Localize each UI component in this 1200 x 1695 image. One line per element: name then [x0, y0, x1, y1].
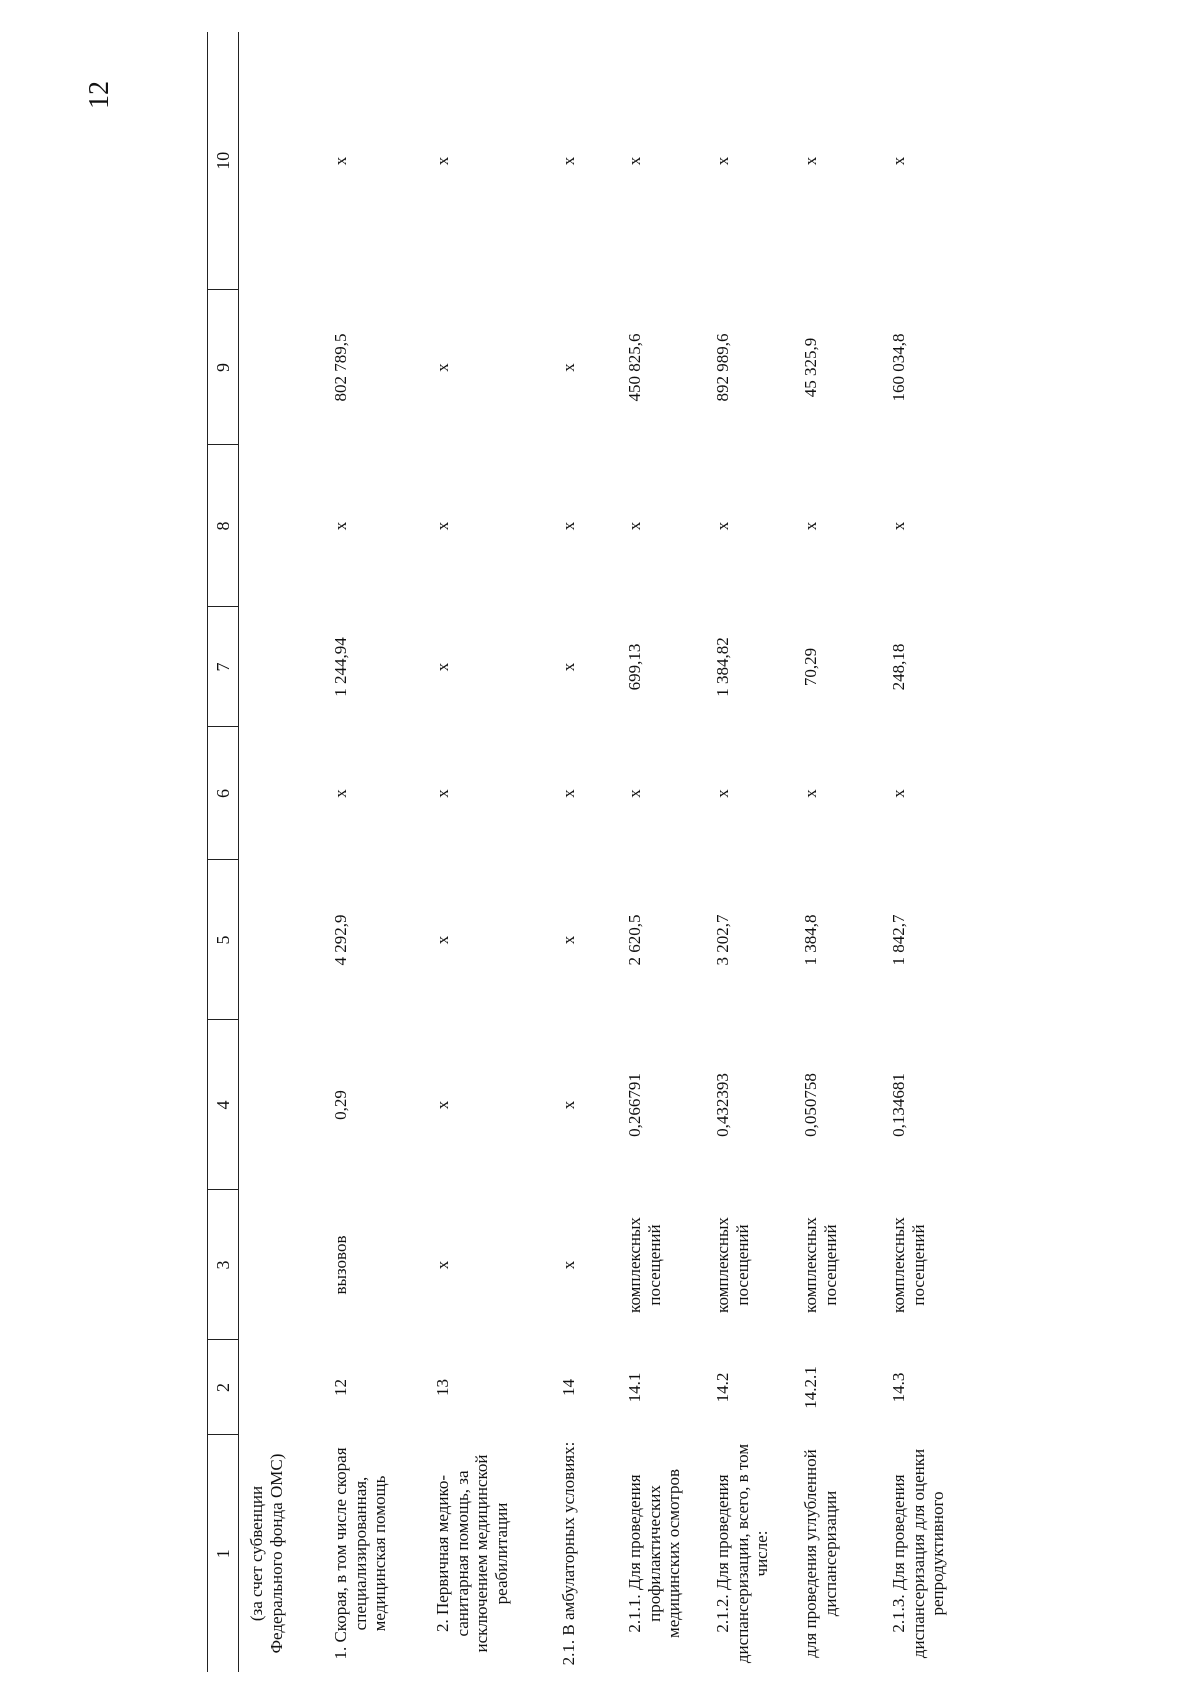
- row-label-cell: 2.1.2. Для проведения диспансеризации, всего, в том числе:: [713, 1443, 772, 1664]
- table-cell: x: [625, 521, 644, 531]
- table-cell: [239, 32, 322, 290]
- column-number: 8: [208, 445, 239, 607]
- table-cell: x: [433, 1260, 452, 1270]
- table-cell: x: [559, 662, 578, 672]
- table-cell: x: [433, 935, 452, 945]
- table-cell: x: [559, 1260, 578, 1270]
- column-number: 7: [208, 607, 239, 727]
- table-cell: x: [713, 789, 732, 798]
- table-cell: x: [559, 521, 578, 531]
- row-label-cell: для проведения углубленной диспансеризации: [801, 1449, 840, 1658]
- table-cell: 802 789,5: [331, 333, 350, 402]
- table-cell: 248,18: [889, 643, 908, 691]
- table-cell: [239, 727, 322, 860]
- page-number: 12: [84, 81, 115, 109]
- table-cell: 45 325,9: [801, 337, 820, 398]
- row-label-cell: 2.1. В амбулаторных условиях:: [559, 1441, 578, 1666]
- table-row: [615, 32, 703, 1672]
- row-label-cell: 2.1.3. Для проведения диспансеризация для оценки репродуктивного: [889, 1448, 948, 1659]
- data-table: [207, 32, 985, 1672]
- row-label-cell: (за счет субвенции Федерального фонда ОМС): [247, 1453, 286, 1654]
- table-cell: [239, 290, 322, 445]
- table-cell: x: [433, 156, 452, 166]
- column-number: 9: [208, 290, 239, 445]
- table-cell: [239, 445, 322, 607]
- table-cell: x: [559, 789, 578, 798]
- table-cell: [239, 1020, 322, 1190]
- table-cell: x: [889, 521, 908, 531]
- table-cell: x: [433, 662, 452, 672]
- row-label-cell: 2. Первичная медико-санитарная помощь, за исключением медицинской реабилитации: [433, 1454, 511, 1653]
- table-cell: 3 202,7: [713, 914, 732, 966]
- table-cell: 14.2: [713, 1372, 732, 1403]
- table-cell: 160 034,8: [889, 333, 908, 402]
- column-number: 1: [208, 1435, 239, 1672]
- table-cell: 450 825,6: [625, 333, 644, 402]
- table-cell: x: [559, 1100, 578, 1110]
- table-cell: [239, 1190, 322, 1340]
- table-row: [879, 32, 985, 1672]
- table-cell: x: [625, 789, 644, 798]
- table-cell: x: [889, 156, 908, 166]
- table-cell: x: [625, 156, 644, 166]
- column-number: 6: [208, 727, 239, 860]
- table-cell: комплексных посещений: [801, 1217, 840, 1313]
- table-cell: x: [331, 789, 350, 798]
- table-cell: x: [559, 363, 578, 372]
- table-cell: 14: [559, 1379, 578, 1396]
- table-row: [791, 32, 879, 1672]
- table-cell: 0,266791: [625, 1073, 644, 1137]
- table-cell: 1 384,82: [713, 637, 732, 697]
- table-cell: x: [889, 789, 908, 798]
- column-number: 3: [208, 1190, 239, 1340]
- table-cell: 1 244,94: [331, 637, 350, 697]
- table-cell: 1 842,7: [889, 914, 908, 966]
- table-cell: 0,050758: [801, 1073, 820, 1137]
- column-number: 5: [208, 860, 239, 1020]
- table-row: [703, 32, 791, 1672]
- table-row: [549, 32, 615, 1672]
- table-cell: 0,432393: [713, 1073, 732, 1137]
- table-cell: 892 989,6: [713, 333, 732, 402]
- column-number: 2: [208, 1340, 239, 1435]
- table-cell: комплексных посещений: [625, 1217, 664, 1313]
- table-cell: 12: [331, 1379, 350, 1396]
- table-cell: x: [801, 156, 820, 166]
- column-number-row: [208, 32, 239, 1672]
- table-cell: комплексных посещений: [713, 1217, 752, 1313]
- table-row: [321, 32, 423, 1672]
- table-cell: x: [713, 156, 732, 166]
- column-number: 4: [208, 1020, 239, 1190]
- table-cell: 14.1: [625, 1372, 644, 1403]
- table-cell: 0,134681: [889, 1073, 908, 1137]
- table-cell: 70,29: [801, 647, 820, 687]
- table-cell: 1 384,8: [801, 914, 820, 966]
- table-cell: 0,29: [331, 1090, 350, 1120]
- table-cell: x: [713, 521, 732, 531]
- table-cell: x: [801, 521, 820, 531]
- table-cell: 14.2.1: [801, 1366, 820, 1409]
- column-number: 10: [208, 32, 239, 290]
- row-label-cell: 2.1.1. Для проведения профилактических медицинских осмотров: [625, 1469, 684, 1638]
- table-cell: 2 620,5: [625, 914, 644, 966]
- table-cell: [239, 1340, 322, 1435]
- table-cell: комплексных посещений: [889, 1217, 928, 1313]
- table-cell: x: [433, 521, 452, 531]
- row-label-cell: 1. Скорая, в том числе скорая специализированная, медицинская помощь: [331, 1447, 390, 1660]
- table-cell: x: [559, 935, 578, 945]
- table-cell: x: [331, 156, 350, 166]
- table-cell: 14.3: [889, 1372, 908, 1403]
- table-cell: вызовов: [331, 1235, 350, 1295]
- table-cell: 13: [433, 1379, 452, 1396]
- table-cell: x: [331, 521, 350, 531]
- table-row: [423, 32, 549, 1672]
- table-cell: x: [559, 156, 578, 166]
- table-cell: x: [433, 1100, 452, 1110]
- table-cell: [239, 860, 322, 1020]
- table-cell: 699,13: [625, 643, 644, 691]
- table-cell: [239, 607, 322, 727]
- table-cell: x: [801, 789, 820, 798]
- table-cell: x: [433, 789, 452, 798]
- table-cell: 4 292,9: [331, 914, 350, 966]
- table-cell: x: [433, 363, 452, 372]
- rotated-page-content: [207, 32, 1157, 1672]
- table-row: [239, 32, 322, 1672]
